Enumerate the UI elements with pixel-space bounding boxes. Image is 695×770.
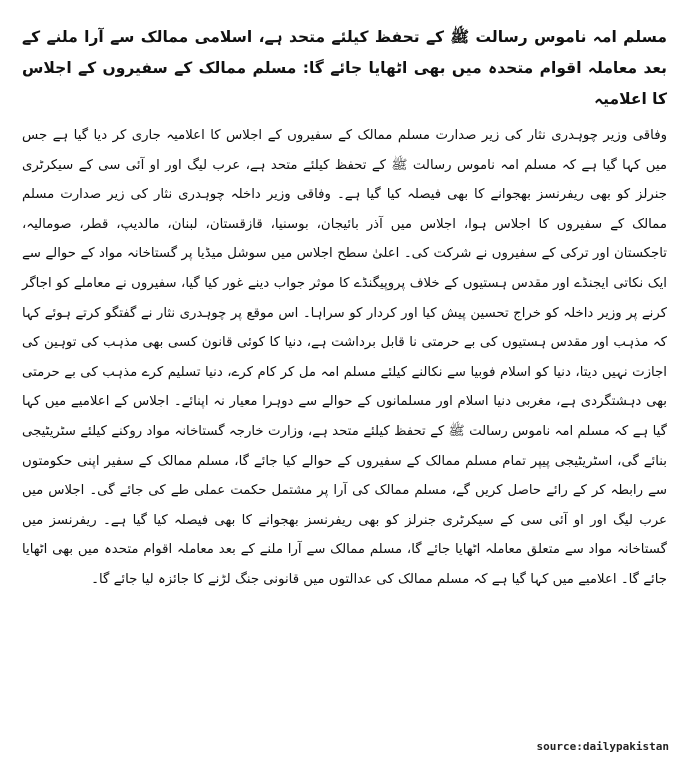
article-headline: مسلم امہ ناموس رسالت ﷺ کے تحفظ کیلئے متحد ہے، اسلامی ممالک سے آرا ملنے کے بعد معاملہ اقوام متحدہ میں بھی اٹھایا جائے گا: مسلم ممالک کے سفیروں کے اجلاس کا اعلامیہ [22,28,667,108]
article-body: وفاقی وزیر چوہدری نثار کی زیر صدارت مسلم ممالک کے سفیروں کے اجلاس کا اعلامیہ جاری کر دیا گیا ہے جس میں کہا گیا ہے کہ مسلم امہ ناموس رسالت ﷺ کے تحفظ کیلئے متحد ہے، عرب لیگ اور او آئی سی کے سیکرٹری جنرلز کو بھی ریفرنسز بھجوانے کا بھی فیصلہ کیا گیا ہے۔ وفاقی وزیر داخلہ چوہدری نثار کی زیر صدارت مسلم ممالک کے سفیروں کا اجلاس ہوا، اجلاس میں آذر بائیجان، بوسنیا، قازقستان، لبنان، مالدیپ، قطر، صومالیہ، تاجکستان اور ترکی کے سفیروں نے شرکت کی۔ اعلیٰ سطح اجلاس میں سوشل میڈیا پر گستاخانہ مواد کے حوالے سے ایک نکاتی ایجنڈے اور مقدس ہستیوں کے خلاف پروپیگنڈے کا موثر جواب دینے غور کیا گیا، سفیروں نے معاملے کو اجاگر کرنے پر وزیر داخلہ کو خراج تحسین پیش کیا اور کردار کو سراہا۔ اس موقع پر چوہدری نثار نے گفتگو کرتے ہوئے کہا کہ مذہب اور مقدس ہستیوں کی بے حرمتی نا قابل برداشت ہے، دنیا کا کوئی قانون کسی بھی مذہب کی توہین کی اجازت نہیں دیتا، دنیا کو اسلام فوبیا سے نکالنے کیلئے مسلم امہ مل کر کام کرے، دنیا تسلیم کرے مذہب کی بے حرمتی بھی دہشتگردی ہے، مغربی دنیا اسلام اور مسلمانوں کے حوالے سے دوہرا معیار نہ اپنائے۔ اجلاس کے اعلامیے میں کہا گیا ہے کہ مسلم امہ ناموس رسالت ﷺ کے تحفظ کیلئے متحد ہے، وزارت خارجہ گستاخانہ مواد روکنے کیلئے سٹریٹیجی بنائے گی، اسٹریٹیجی پیپر تمام مسلم ممالک کے سفیروں کے حوالے کیا جائے گا، مسلم ممالک کے سفیر اپنی حکومتوں سے رابطہ کر کے رائے حاصل کریں گے، مسلم ممالک کی آرا پر مشتمل حکمت عملی طے کی جائے گی۔ اجلاس میں عرب لیگ اور او آئی سی کے سیکرٹری جنرلز کو بھی ریفرنسز بھجوانے کا بھی فیصلہ کیا گیا ہے۔ ریفرنسز میں گستاخانہ مواد سے متعلق معاملہ اٹھایا جائے گا، مسلم ممالک سے آرا ملنے کے بعد معاملہ اقوام متحدہ میں بھی اٹھایا جائے گا۔ اعلامیے میں کہا گیا ہے کہ مسلم ممالک کی عدالتوں میں قانونی جنگ لڑنے کا جائزہ لیا جائے گا۔ [22,128,667,587]
source-credit: source:dailypakistan [536,740,669,753]
